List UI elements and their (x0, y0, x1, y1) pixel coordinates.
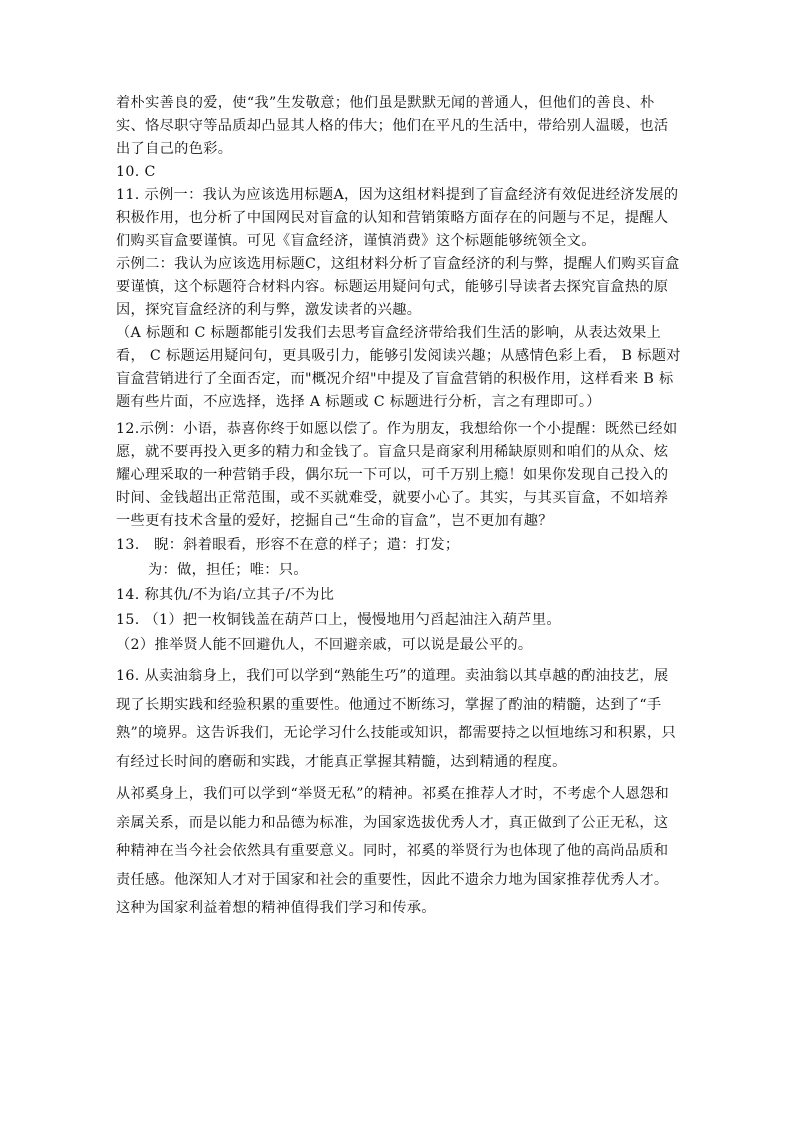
answer-document (116, 92, 682, 923)
answer-13-line-2: 为：做，担任；唯：只。 (148, 562, 308, 578)
answer-11-example-1: 11. 示例一：我认为应该选用标题A，因为这组材料提到了盲盒经济有效促进经济发展的积极作用，也分析了中国网民对盲盒的认知和营销策略方面存在的问题与不足，提醒人们购买盲盒要谨慎。可见《盲盒经济，谨慎消费》这个标题能够统领全文。 (116, 187, 679, 249)
paragraph-9-continued: 着朴实善良的爱，使“我”生发敬意；他们虽是默默无闻的普通人，但他们的善良、朴实、恪尽职守等品质却凸显其人格的伟大；他们在平凡的生活中，带给别人温暖，也活出了自己的色彩。 (116, 95, 669, 157)
answer-15-part-1: 15. （1）把一枚铜钱盖在葫芦口上，慢慢地用勺舀起油注入葫芦里。 (116, 612, 561, 628)
answer-16-part-1: 16. 从卖油翁身上，我们可以学到“熟能生巧”的道理。卖油翁以其卓越的酌油技艺，展现了长期实践和经验积累的重要性。他通过不断练习，掌握了酌油的精髓，达到了“手熟”的境界。这告诉我们，无论学习什么技能或知识，都需要持之以恒地练习和积累，只有经过长时间的磨砺和实践，才能真正掌握其精髓，达到精通的程度。 (116, 668, 677, 770)
answer-11-example-2: 示例二：我认为应该选用标题C，这组材料分析了盲盒经济的利与弊，提醒人们购买盲盒要谨慎，这个标题符合材料内容。标题运用疑问句式，能够引导读者去探究盲盒热的原因，探究盲盒经济的利与弊，激发读者的兴趣。 (116, 256, 680, 318)
answer-12: 12.示例：小语，恭喜你终于如愿以偿了。作为朋友，我想给你一个小提醒：既然已经如愿，就不要再投入更多的精力和金钱了。盲盒只是商家利用稀缺原则和咱们的从众、炫耀心理采取的一种营销手段，偶尔玩一下可以，可千万别上瘾！如果你发现自己投入的时间、金钱超出正常范围，或不买就难受，就要小心了。其实，与其买盲盒，不如培养一些更有技术含量的爱好，挖掘自己“生命的盲盒”，岂不更加有趣？ (116, 421, 678, 529)
answer-13-line-1: 13. 睨：斜着眼看，形容不在意的样子；遣：打发； (116, 537, 460, 553)
answer-15-part-2: （2）推举贤人能不回避仇人，不回避亲戚，可以说是最公平的。 (116, 637, 533, 653)
answer-16-part-2: 从祁奚身上，我们可以学到“举贤无私”的精神。祁奚在推荐人才时，不考虑个人恩怨和亲属关系，而是以能力和品德为标准，为国家选拔优秀人才，真正做到了公正无私，这种精神在当今社会依然具有重要意义。同时，祁奚的举贤行为也体现了他的高尚品质和责任感。他深知人才对于国家和社会的重要性，因此不遗余力地为国家推荐优秀人才。这种为国家利益着想的精神值得我们学习和传承。 (116, 786, 670, 916)
answer-10: 10. C (116, 164, 156, 180)
answer-14: 14. 称其仇/不为谄/立其子/不为比 (116, 587, 335, 603)
answer-11-note: （A 标题和 C 标题都能引发我们去思考盲盒经济带给我们生活的影响，从表达效果上看， C 标题运用疑问句，更具吸引力，能够引发阅读兴趣；从感情色彩上看， B 标题对盲盒营销进行了全面否定，而"概况介绍"中提及了盲盒营销的积极作用，这样看来 B 标题有些片面，不应选择，选择 A 标题或 C 标题进行分析，言之有理即可。） (116, 325, 681, 410)
